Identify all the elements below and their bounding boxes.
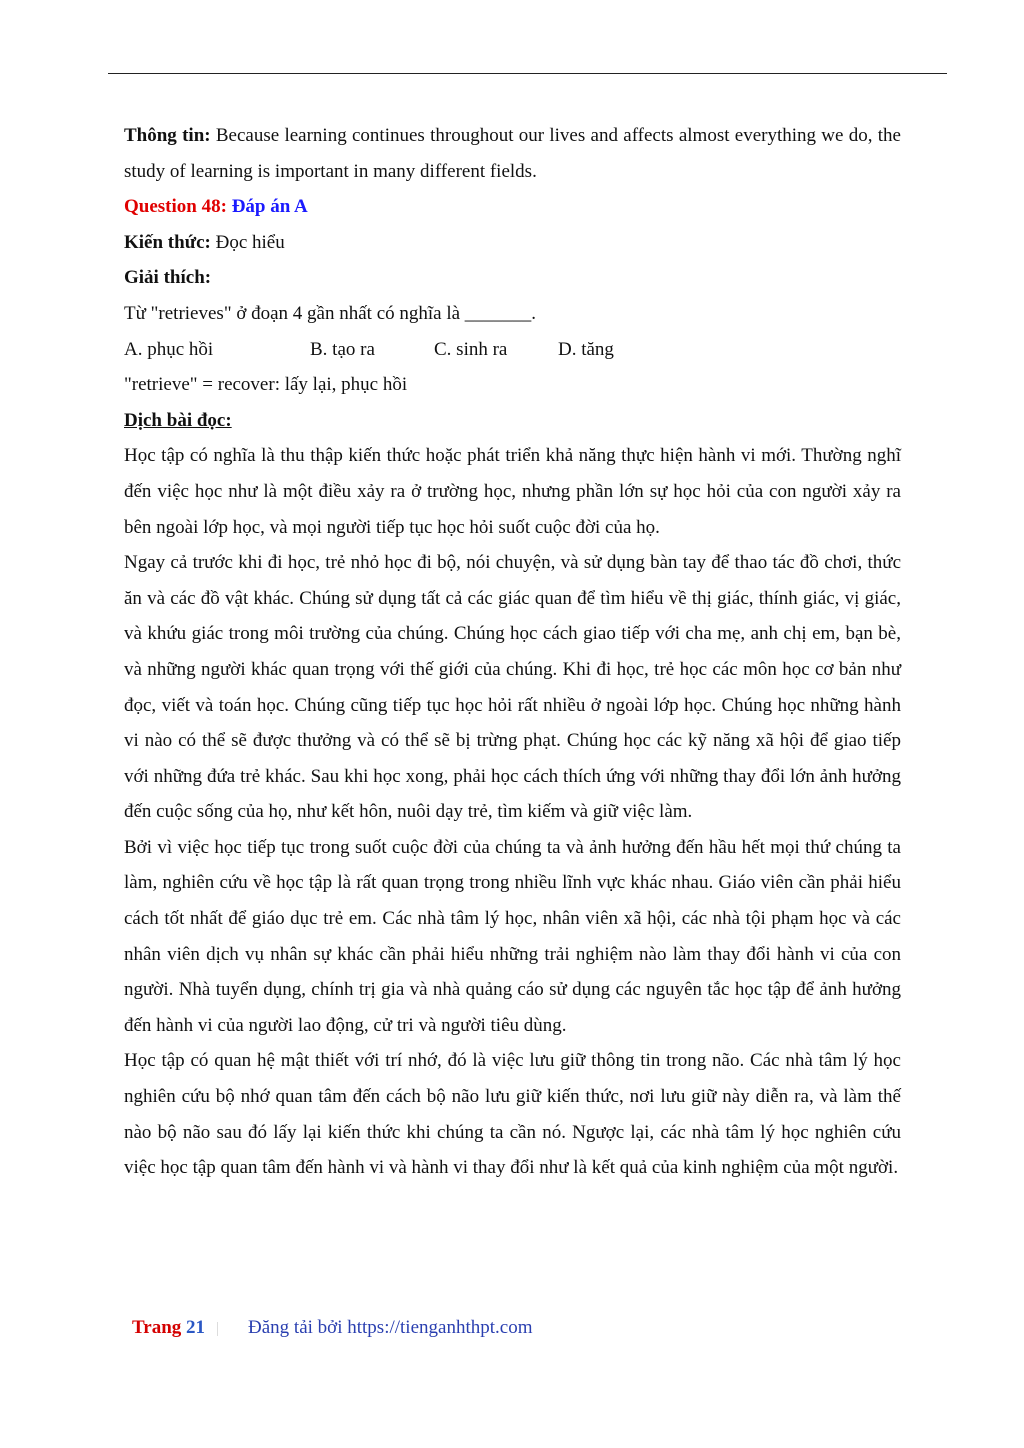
document-body — [124, 118, 901, 1186]
question-prompt: Từ "retrieves" ở đoạn 4 gần nhất có nghĩa là _______. — [124, 302, 537, 324]
translation-paragraph-1: Học tập có nghĩa là thu thập kiến thức hoặc phát triển khả năng thực hiện hành vi mới. Thường nghĩ đến việc học như là một điều xảy ra ở trường học, nhưng phần lớn sự học hỏi của con người xảy ra bên ngoài lớp học, và mọi người tiếp tục học hỏi suốt cuộc đời của họ. — [124, 445, 901, 538]
page-footer — [132, 1313, 532, 1343]
answer-options — [124, 332, 901, 368]
header-rule — [108, 73, 947, 74]
explain-label: Giải thích: — [124, 267, 212, 289]
definition-line: "retrieve" = recover: lấy lại, phục hồi — [124, 374, 408, 396]
translation-paragraph-4: Học tập có quan hệ mật thiết với trí nhớ, đó là việc lưu giữ thông tin trong não. Các nhà tâm lý học nghiên cứu bộ nhớ quan tâm đến cách bộ não lưu giữ kiến thức, nơi lưu giữ này diễn ra, và làm thế nào bộ não sau đó lấy lại kiến thức khi chúng ta cần nó. Ngược lại, các nhà tâm lý học nghiên cứu việc học tập quan tâm đến hành vi và hành vi thay đổi như là kết quả của kinh nghiệm của một người. — [124, 1050, 901, 1179]
info-text: Because learning continues throughout our lives and affects almost everything we do, the study of learning is important in many different fields. — [124, 125, 901, 182]
knowledge-text: Đọc hiểu — [210, 231, 285, 253]
question-answer: Đáp án A — [231, 196, 308, 218]
translation-heading-text: Dịch bài đọc: — [124, 409, 232, 431]
translation-paragraph-2: Ngay cả trước khi đi học, trẻ nhỏ học đi bộ, nói chuyện, và sử dụng bàn tay để thao tác đồ chơi, thức ăn và các đồ vật khác. Chúng sử dụng tất cả các giác quan để tìm hiểu về thị giác, thính giác, vị giác, và khứu giác trong môi trường của chúng. Chúng học cách giao tiếp với cha mẹ, anh chị em, bạn bè, và những người khác quan trọng với thế giới của chúng. Khi đi học, trẻ học các môn học cơ bản như đọc, viết và toán học. Chúng cũng tiếp tục học hỏi rất nhiều ở ngoài lớp học. Chúng học những hành vi nào có thể sẽ được thưởng và có thể sẽ bị trừng phạt. Chúng học các kỹ năng xã hội để giao tiếp với những đứa trẻ khác. Sau khi học xong, phải học cách thích ứng với những thay đổi lớn ảnh hưởng đến cuộc sống của họ, như kết hôn, nuôi dạy trẻ, tìm kiếm và giữ việc làm. — [124, 552, 901, 823]
question-number: Question 48: — [124, 196, 232, 218]
page-number: 21 — [186, 1317, 206, 1338]
footer-divider — [217, 1322, 232, 1336]
option-a: A. phục hồi — [124, 338, 214, 360]
info-label: Thông tin: — [124, 125, 211, 146]
page-label: Trang — [132, 1317, 187, 1338]
info-paragraph — [124, 118, 901, 189]
option-b: B. tạo ra — [310, 338, 375, 360]
option-c: C. sinh ra — [434, 338, 508, 360]
translation-paragraph-3: Bởi vì việc học tiếp tục trong suốt cuộc đời của chúng ta và ảnh hưởng đến hầu hết mọi thứ chúng ta làm, nghiên cứu về học tập là rất quan trọng trong nhiều lĩnh vực khác nhau. Giáo viên cần phải hiểu cách tốt nhất để giáo dục trẻ em. Các nhà tâm lý học, nhân viên xã hội, các nhà tội phạm học và các nhân viên dịch vụ nhân sự khác cần phải hiểu những trải nghiệm nào làm thay đổi hành vi của con người. Nhà tuyển dụng, chính trị gia và nhà quảng cáo sử dụng các nguyên tắc học tập để ảnh hưởng đến hành vi của người lao động, cử tri và người tiêu dùng. — [124, 836, 901, 1036]
explain-line — [124, 260, 901, 296]
knowledge-label: Kiến thức: — [124, 231, 211, 253]
uploaded-by-link[interactable]: Đăng tải bởi https://tienganhthpt.com — [248, 1317, 533, 1338]
question-heading — [124, 189, 901, 225]
translation-heading — [124, 403, 901, 439]
knowledge-line — [124, 225, 901, 261]
option-d: D. tăng — [558, 338, 614, 360]
